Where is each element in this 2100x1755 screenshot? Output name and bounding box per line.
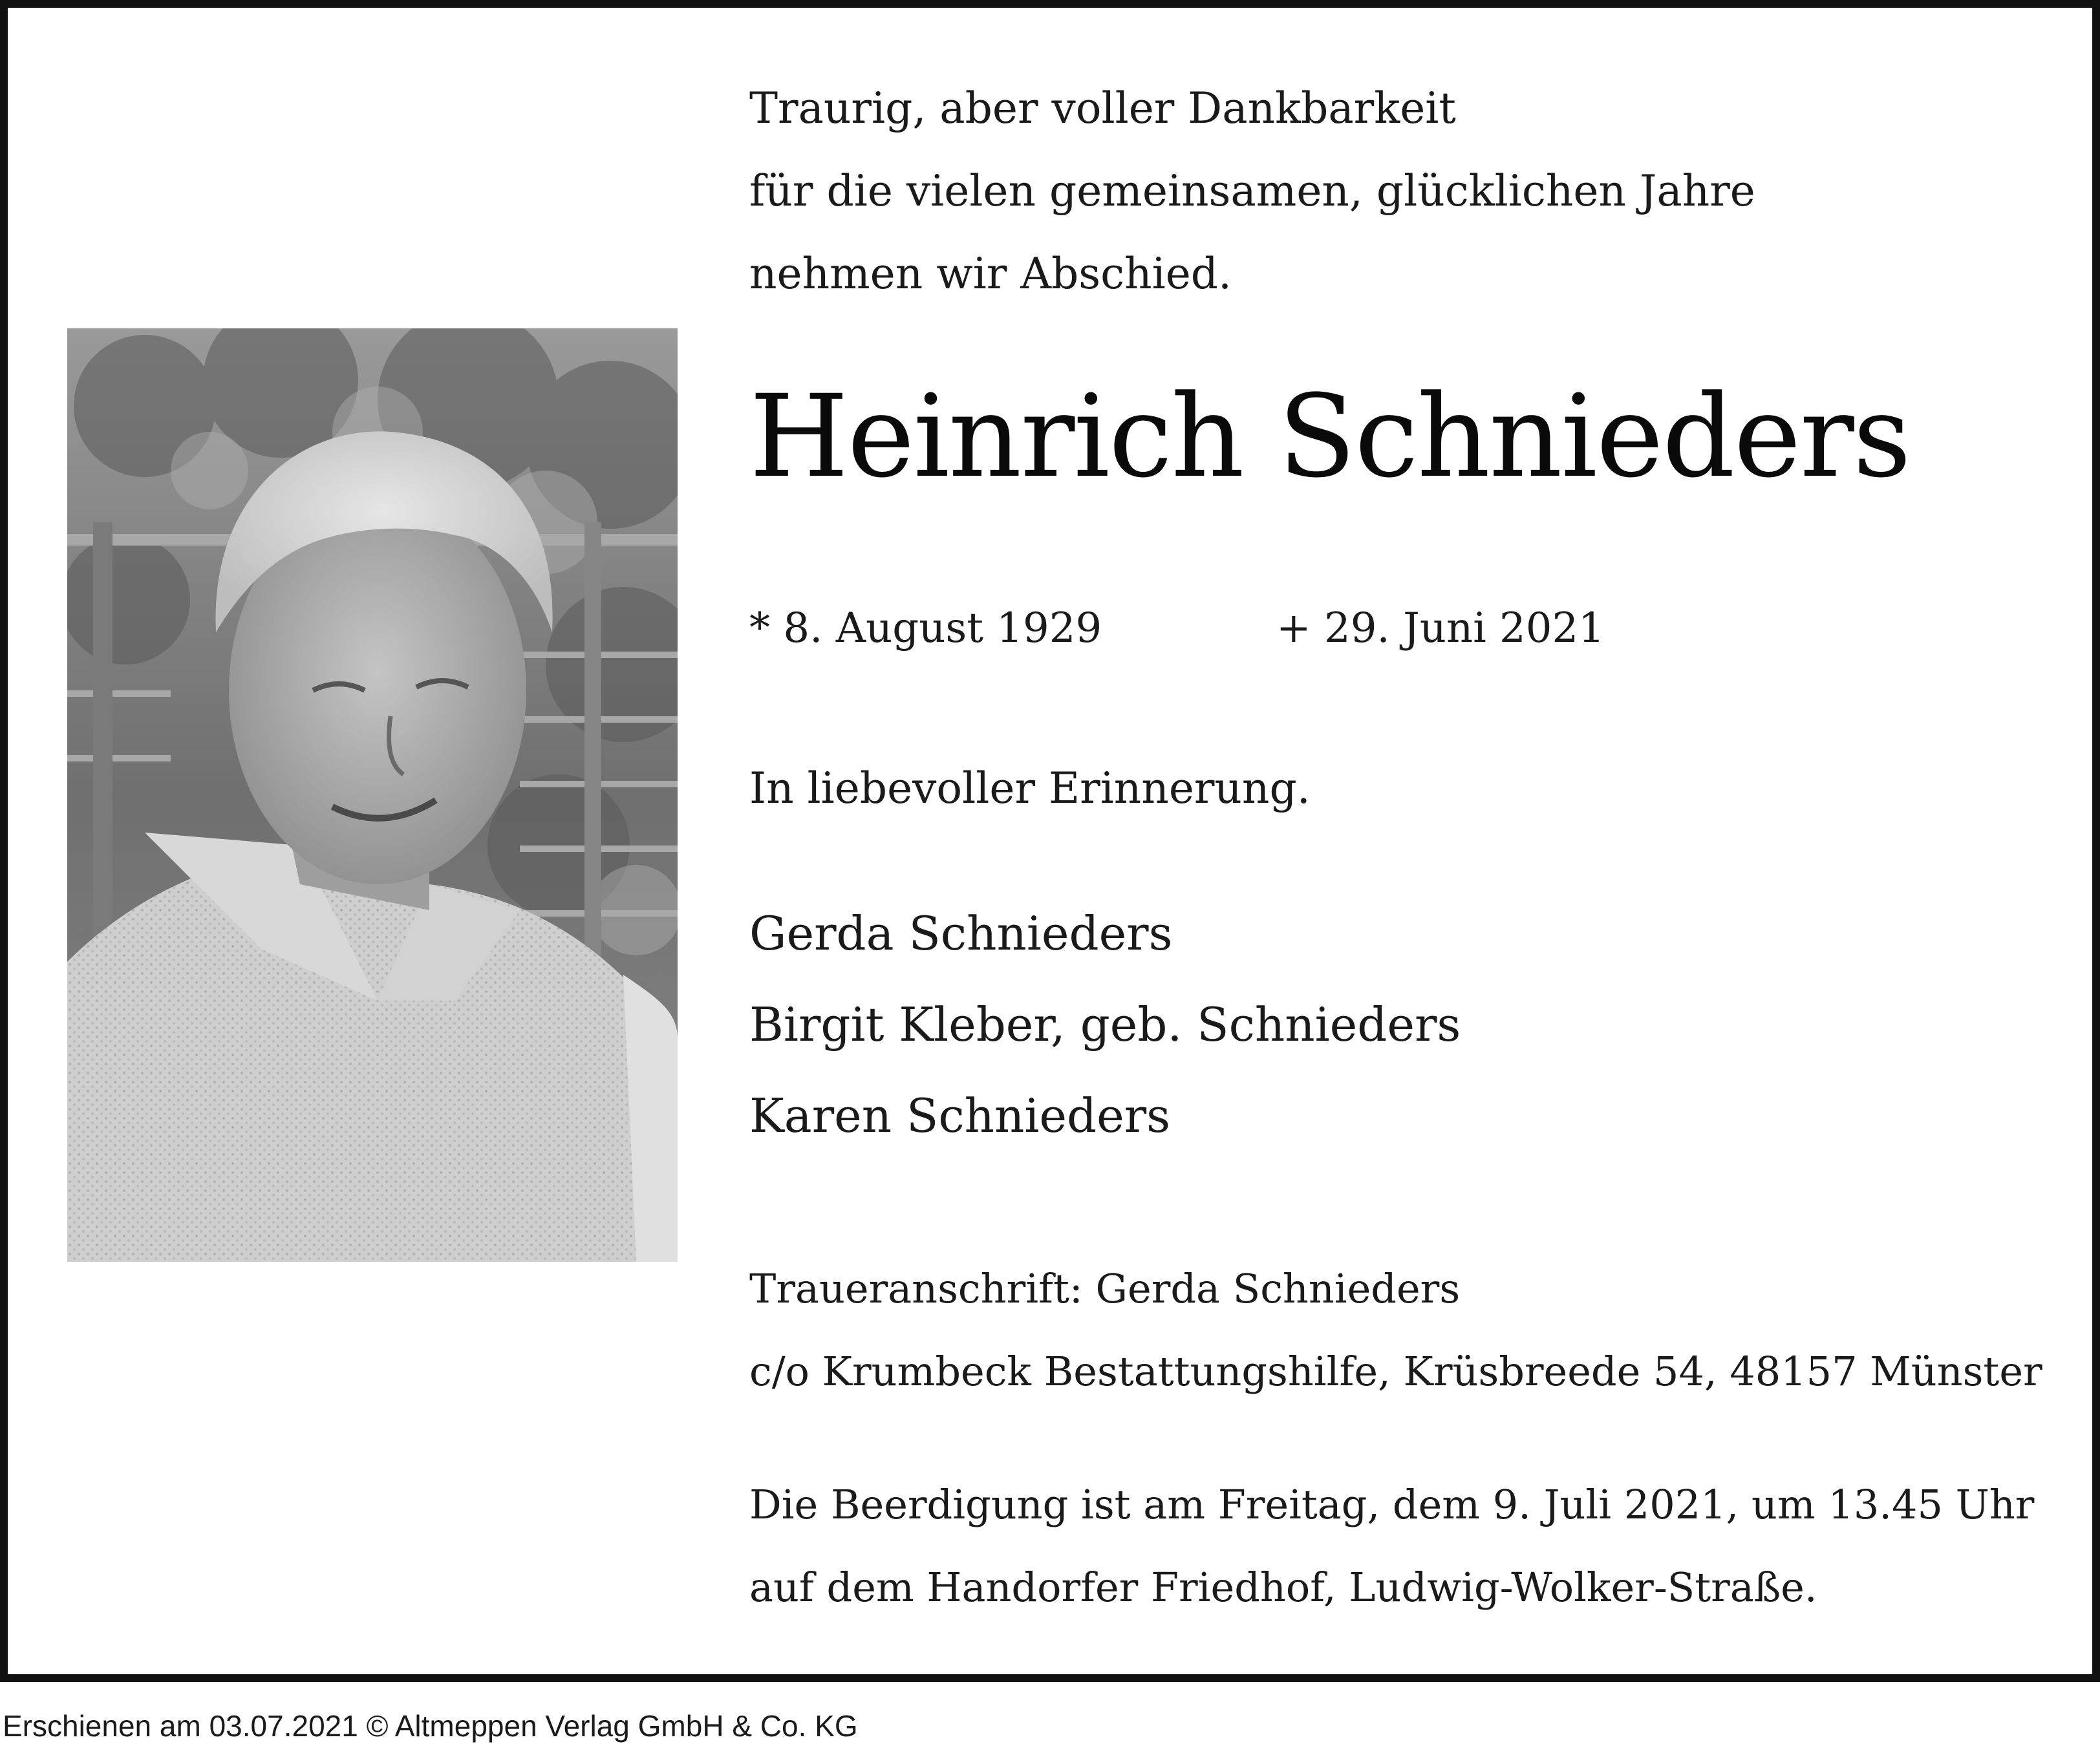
mourners-list — [749, 888, 1461, 1162]
funeral-line: Die Beerdigung ist am Freitag, dem 9. Juli 2021, um 13.45 Uhr — [749, 1481, 2035, 1528]
mourning-address — [749, 1248, 2042, 1413]
intro-line: nehmen wir Abschied. — [749, 249, 1232, 299]
publication-footer: Erschienen am 03.07.2021 © Altmeppen Verlag GmbH & Co. KG — [3, 1709, 858, 1743]
birth-date: * 8. August 1929 — [749, 604, 1102, 652]
death-date: + 29. Juni 2021 — [1276, 604, 1605, 652]
funeral-info — [749, 1463, 2034, 1629]
deceased-name: Heinrich Schnieders — [749, 370, 1911, 503]
memory-text: In liebevoller Erinnerung. — [749, 763, 1311, 813]
portrait-photo — [67, 328, 678, 1262]
funeral-line: auf dem Handorfer Friedhof, Ludwig-Wolker-Straße. — [749, 1564, 1817, 1611]
intro-line: Traurig, aber voller Dankbarkeit — [749, 83, 1456, 133]
mourner-name: Birgit Kleber, geb. Schnieders — [749, 997, 1461, 1052]
address-line: c/o Krumbeck Bestattungshilfe, Krüsbreede 54, 48157 Münster — [749, 1348, 2042, 1395]
address-line: Traueranschrift: Gerda Schnieders — [749, 1265, 1461, 1312]
mourner-name: Karen Schnieders — [749, 1089, 1171, 1143]
intro-line: für die vielen gemeinsamen, glücklichen Jahre — [749, 166, 1755, 216]
intro-text — [749, 67, 1755, 315]
mourner-name: Gerda Schnieders — [749, 906, 1173, 961]
